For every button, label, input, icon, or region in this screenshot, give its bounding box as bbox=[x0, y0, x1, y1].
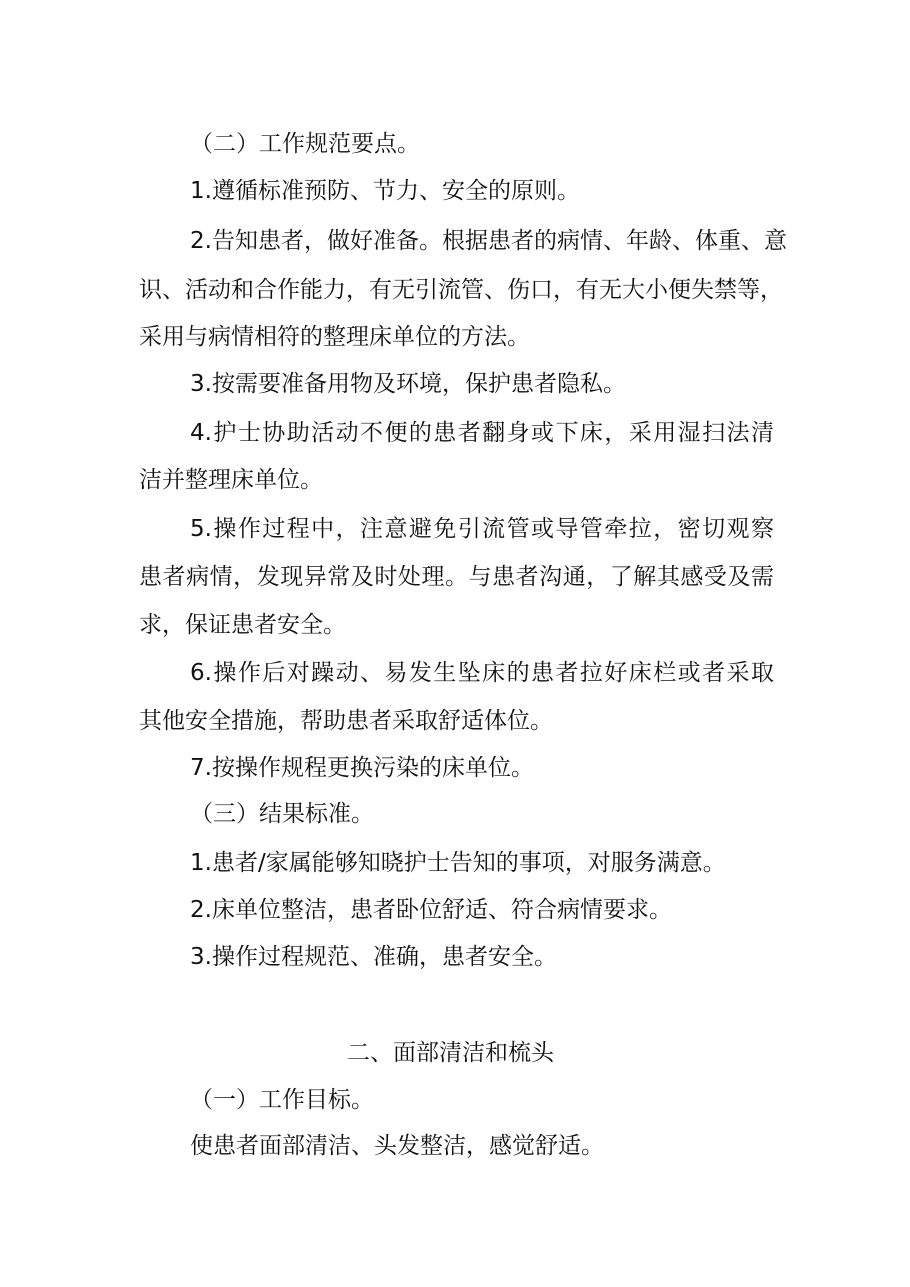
list-item-continuation: 识、活动和合作能力，有无引流管、伤口，有无大小便失禁等， bbox=[139, 277, 783, 303]
list-item: 3.操作过程规范、准确，患者安全。 bbox=[190, 944, 557, 970]
list-item: 2.床单位整洁，患者卧位舒适、符合病情要求。 bbox=[190, 897, 672, 923]
list-item: 7.按操作规程更换污染的床单位。 bbox=[190, 755, 534, 781]
list-item: 2.告知患者，做好准备。根据患者的病情、年龄、体重、意 bbox=[190, 228, 787, 254]
list-item: 6.操作后对躁动、易发生坠床的患者拉好床栏或者采取 bbox=[190, 660, 774, 686]
list-item-continuation: 采用与病情相符的整理床单位的方法。 bbox=[139, 324, 530, 350]
list-item-continuation: 求，保证患者安全。 bbox=[139, 612, 346, 638]
list-item-continuation: 其他安全措施，帮助患者采取舒适体位。 bbox=[139, 708, 553, 734]
section-heading: （三）结果标准。 bbox=[190, 801, 374, 827]
list-item: 5.操作过程中，注意避免引流管或导管牵拉，密切观察 bbox=[190, 516, 774, 542]
list-item: 1.患者/家属能够知晓护士告知的事项，对服务满意。 bbox=[190, 850, 726, 876]
chapter-title: 二、面部清洁和梳头 bbox=[347, 1040, 554, 1066]
list-item-continuation: 洁并整理床单位。 bbox=[139, 467, 323, 493]
section-heading: （二）工作规范要点。 bbox=[190, 131, 420, 157]
section-heading: （一）工作目标。 bbox=[190, 1087, 374, 1113]
paragraph: 使患者面部清洁、头发整洁，感觉舒适。 bbox=[190, 1133, 604, 1159]
list-item: 3.按需要准备用物及环境，保护患者隐私。 bbox=[190, 371, 626, 397]
list-item: 1.遵循标准预防、节力、安全的原则。 bbox=[190, 178, 580, 204]
list-item: 4.护士协助活动不便的患者翻身或下床，采用湿扫法清 bbox=[190, 420, 774, 446]
list-item-continuation: 患者病情，发现异常及时处理。与患者沟通，了解其感受及需 bbox=[139, 564, 774, 590]
